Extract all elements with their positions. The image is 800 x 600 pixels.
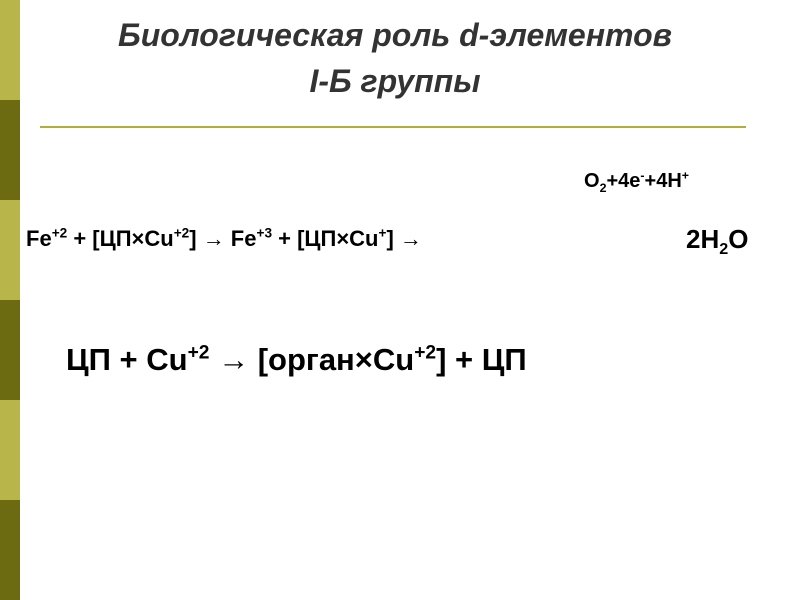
eq-text: +4e — [606, 170, 641, 192]
title-line-1: Биологическая роль d-элементов — [118, 17, 672, 53]
eq-text: + [ЦП×Cu — [272, 226, 379, 251]
sidebar-segment — [0, 300, 20, 400]
eq-subscript: 2 — [719, 240, 729, 259]
sidebar-segment — [0, 0, 20, 100]
eq-superscript: +2 — [173, 225, 190, 241]
eq-superscript: +2 — [187, 342, 210, 364]
eq-text: 2H — [686, 224, 720, 254]
organ-copper-equation — [66, 342, 527, 378]
sidebar-segment — [0, 100, 20, 200]
title-line-2: I-Б группы — [309, 63, 481, 99]
eq-superscript: +3 — [256, 225, 273, 241]
title-divider — [40, 126, 746, 128]
eq-text: +4H — [644, 170, 682, 192]
sidebar-segment — [0, 400, 20, 500]
eq-text: ] → Fe — [189, 226, 257, 251]
eq-text: ЦП + Cu — [66, 342, 188, 377]
oxygen-equation — [584, 170, 689, 193]
iron-copper-equation — [26, 226, 422, 252]
eq-text: + [ЦП×Cu — [67, 226, 174, 251]
eq-text: O — [584, 170, 600, 192]
sidebar-segment — [0, 500, 20, 600]
eq-superscript: - — [640, 168, 645, 183]
eq-superscript: + — [681, 168, 690, 183]
slide-title — [40, 12, 750, 104]
eq-superscript: +2 — [414, 342, 437, 364]
eq-text: ] → — [386, 226, 422, 251]
eq-subscript: 2 — [599, 181, 607, 195]
water-product — [686, 224, 749, 259]
sidebar-segment — [0, 200, 20, 300]
eq-text: → [орган×Cu — [209, 342, 415, 377]
eq-text: Fe — [26, 226, 52, 251]
eq-superscript: +2 — [51, 225, 68, 241]
eq-text: ] + ЦП — [436, 342, 527, 377]
eq-superscript: + — [378, 225, 387, 241]
sidebar-decoration — [0, 0, 20, 600]
eq-text: O — [728, 224, 749, 254]
